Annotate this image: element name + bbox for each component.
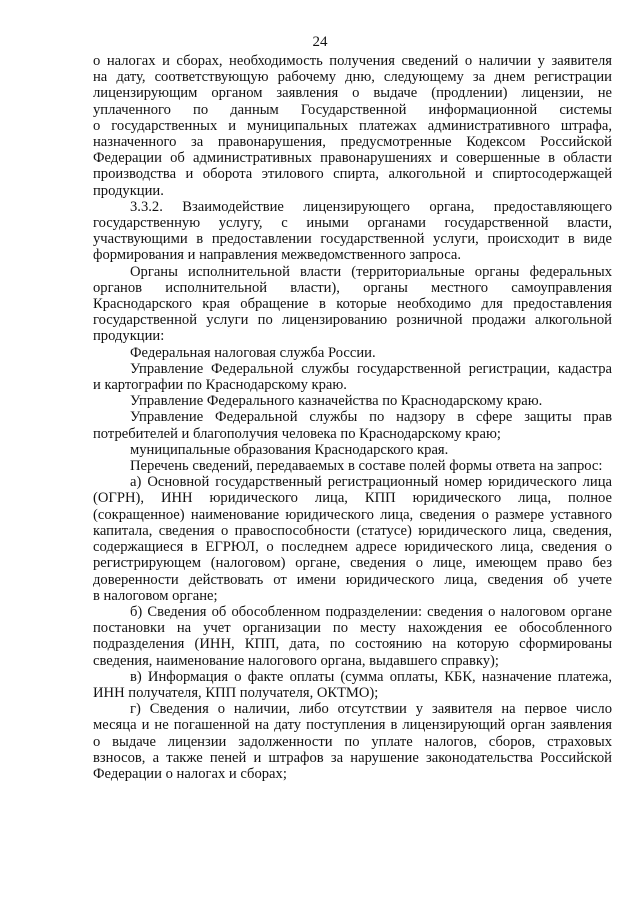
text-line: Краснодарского края обращение в которые необходимо для предоставления [93,296,612,313]
text-line: о государственных и муниципальных платежах административного штрафа, [93,117,612,134]
text-line: назначенного за правонарушения, предусмотренные Кодексом Российской [93,134,612,151]
paragraph-fns [93,345,612,361]
text-line: производства и оборота этилового спирта, алкогольной и спиртосодержащей [93,166,612,183]
text-line: 3.3.2. Взаимодействие лицензирующего органа, предоставляющего [130,198,612,215]
text-line: в) Информация о факте оплаты (сумма оплаты, КБК, назначение платежа, [130,668,612,685]
text-line: постановки на учет организации по месту нахождения ее обособленного [93,620,612,637]
text-line: формирования и направления межведомственного запроса. [93,247,461,264]
text-line: государственной услуги по лицензированию розничной продажи алкогольной [93,312,612,329]
paragraph-item-a [93,474,612,604]
text-line: государственную услугу, с иными органами государственной власти, [93,215,612,232]
text-line: взносов, а также пеней и штрафов за нарушение законодательства Российской [93,749,612,766]
text-line: участвующими в предоставлении государственной услуги, происходит в виде [93,231,612,248]
paragraph-item-g [93,701,612,782]
paragraph-fsrar-fines [93,53,612,199]
text-line: Управление Федерального казначейства по Краснодарскому краю. [130,393,543,410]
text-line: месяца и не погашенной на дату поступления в лицензирующий орган заявления [93,717,612,734]
text-line: продукции. [93,182,164,199]
paragraph-authorities [93,264,612,345]
paragraph-fields-list [93,458,612,474]
text-line: муниципальные образования Краснодарского края. [130,441,449,458]
text-line: Федеральная налоговая служба России. [130,344,376,361]
text-line: лицензирующим органом заявления о выдаче (продлении) лицензии, не [93,85,612,102]
text-line: г) Сведения о наличии, либо отсутствии у заявителя на первое число [130,701,612,718]
text-line: ИНН получателя, КПП получателя, ОКТМО); [93,684,379,701]
paragraph-treasury [93,393,612,409]
text-line: Перечень сведений, передаваемых в составе полей формы ответа на запрос: [130,458,603,475]
text-line: сведения, наименование налогового органа, выдавшего справку); [93,652,499,669]
text-line: в налоговом органе; [93,587,218,604]
text-line: потребителей и благополучия человека по Краснодарскому краю; [93,425,501,442]
paragraph-municipalities [93,442,612,458]
text-line: капитала, сведения о правоспособности (статусе) юридического лица, сведения, [93,522,612,539]
text-line: о выдаче лицензии задолженности по уплате налогов, сборов, страховых [93,733,612,750]
text-line: уплаченного по данным Государственной информационной системы [93,101,612,118]
text-line: содержащиеся в ЕГРЮЛ, о последнем адресе юридического лица, сведения о [93,539,612,556]
text-line: (ОГРН), ИНН юридического лица, КПП юридического лица, полное [93,490,612,507]
text-line: и картографии по Краснодарскому краю. [93,377,347,394]
text-line: доверенности действовать от имени юридического лица, сведения об учете [93,571,612,588]
text-line: о налогах и сборах, необходимость получения сведений о наличии у заявителя [93,53,612,69]
page-number: 24 [312,34,328,50]
text-line: Управление Федеральной службы по надзору в сфере защиты прав [130,409,612,426]
text-line: б) Сведения об обособленном подразделении: сведения о налоговом органе [130,603,612,620]
text-line: а) Основной государственный регистрационный номер юридического лица [130,474,612,491]
paragraph-section-3-3-2 [93,199,612,264]
text-line: подразделения (ИНН, КПП, дата, по состоянию на которую сформированы [93,636,612,653]
document-body [93,53,612,782]
paragraph-rosreestr [93,361,612,393]
paragraph-item-v [93,669,612,701]
text-line: Федерации об административных правонарушениях и совершенные в области [93,150,612,167]
text-line: Органы исполнительной власти (территориальные органы федеральных [130,263,612,280]
paragraph-rospotrebnadzor [93,409,612,441]
text-line: Федерации о налогах и сборах; [93,765,287,782]
text-line: Управление Федеральной службы государственной регистрации, кадастра [130,360,612,377]
text-line: регистрирующем (налоговом) органе, сведения о лице, имеющем право без [93,555,612,572]
text-line: органов исполнительной власти), органы местного самоуправления [93,279,612,296]
paragraph-item-b [93,604,612,669]
text-line: на дату, соответствующую рабочему дню, следующему за днем регистрации [93,69,612,86]
text-line: продукции: [93,328,165,345]
text-line: (сокращенное) наименование юридического лица, сведения о размере уставного [93,506,612,523]
